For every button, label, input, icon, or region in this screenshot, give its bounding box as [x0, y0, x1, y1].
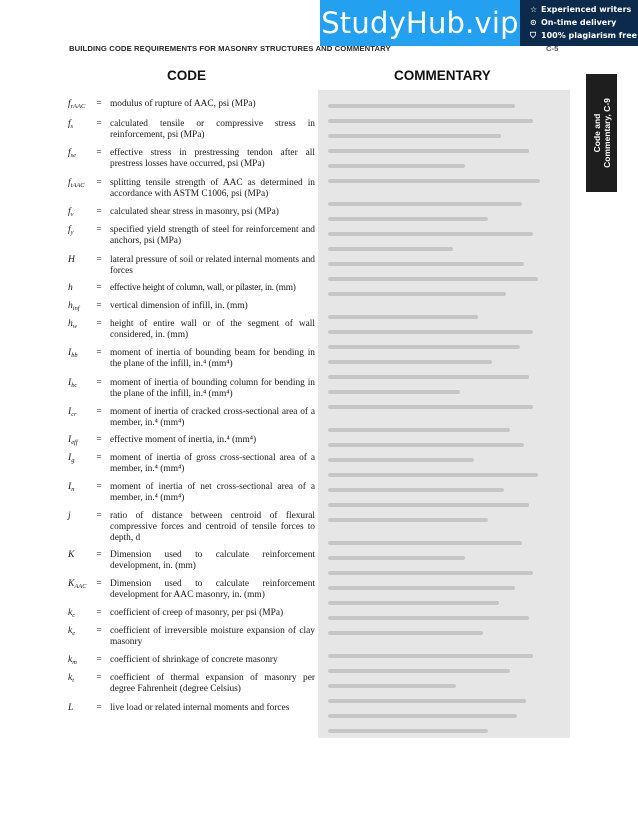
definition-text: live load or related internal moments and forces: [110, 703, 290, 713]
definition-symbol: j: [68, 510, 71, 521]
commentary-text-placeholder: [328, 443, 524, 447]
commentary-text-placeholder: [328, 277, 538, 281]
equals-sign: =: [96, 482, 102, 492]
commentary-text-placeholder: [328, 104, 515, 108]
definition-symbol: h: [68, 282, 73, 293]
commentary-text-placeholder: [328, 518, 488, 522]
equals-sign: =: [96, 608, 102, 618]
definition-text: coefficient of creep of masonry, per psi (MPa): [110, 608, 284, 618]
commentary-text-placeholder: [328, 428, 510, 432]
definition-text: vertical dimension of infill, in. (mm): [110, 301, 248, 311]
definition-symbol: $f_{tAAC}$: [68, 177, 85, 189]
brand-feature: [530, 3, 638, 16]
equals-sign: =: [96, 435, 102, 445]
equals-sign: =: [96, 407, 102, 417]
definition-symbol: $f_{rAAC}$: [68, 98, 86, 110]
definition-text: coefficient of thermal expansion of masonry per degree Fahrenheit (degree Celsius): [110, 673, 315, 694]
commentary-text-placeholder: [328, 714, 517, 718]
commentary-column: [318, 90, 570, 738]
definition-symbol: L: [68, 702, 74, 713]
definition-text: lateral pressure of soil or related internal moments and forces: [110, 255, 315, 276]
brand-feature-text: 100% plagiarism free: [541, 31, 638, 40]
equals-sign: =: [96, 178, 102, 188]
definition-symbol: $f_{se}$: [68, 147, 76, 159]
commentary-text-placeholder: [328, 586, 515, 590]
definition-symbol: $K_{AAC}$: [68, 578, 87, 590]
definition-symbol: $f_y$: [68, 224, 74, 236]
definition-text: moment of inertia of net cross-sectional area of a member, in.⁴ (mm⁴): [110, 482, 315, 503]
commentary-text-placeholder: [328, 292, 506, 296]
brand-feature: [530, 29, 638, 42]
commentary-column-heading: COMMENTARY: [394, 68, 491, 83]
equals-sign: =: [96, 511, 102, 521]
commentary-text-placeholder: [328, 488, 504, 492]
definition-symbol: $I_{eff}$: [68, 434, 78, 446]
commentary-text-placeholder: [328, 571, 533, 575]
definition-text: moment of inertia of bounding beam for bending in the plane of the infill, in.⁴ (mm⁴): [110, 348, 315, 369]
definition-text: moment of inertia of bounding column for bending in the plane of the infill, in.⁴ (mm⁴): [110, 378, 315, 399]
definition-text: Dimension used to calculate reinforcement development, in. (mm): [110, 550, 315, 571]
definition-text: calculated shear stress in masonry, psi (MPa): [110, 207, 279, 217]
definition-symbol: $f_s$: [68, 118, 74, 130]
commentary-text-placeholder: [328, 729, 488, 733]
commentary-text-placeholder: [328, 149, 529, 153]
shield-check-icon: ⛉: [530, 31, 536, 40]
brand-feature-text: Experienced writers: [541, 5, 632, 14]
commentary-text-placeholder: [328, 458, 474, 462]
definition-symbol: $k_t$: [68, 672, 75, 684]
commentary-text-placeholder: [328, 631, 483, 635]
definition-symbol: $I_n$: [68, 481, 75, 493]
commentary-text-placeholder: [328, 179, 540, 183]
definition-text: effective moment of inertia, in.⁴ (mm⁴): [110, 435, 257, 445]
definition-text: moment of inertia of gross cross-sectional area of a member, in.⁴ (mm⁴): [110, 453, 315, 474]
page-number: C-5: [546, 44, 559, 53]
brand-features: [520, 0, 638, 46]
commentary-text-placeholder: [328, 202, 522, 206]
equals-sign: =: [96, 673, 102, 683]
definition-symbol: $h_w$: [68, 318, 78, 330]
equals-sign: =: [96, 207, 102, 217]
definition-text: modulus of rupture of AAC, psi (MPa): [110, 99, 256, 109]
definition-symbol: $k_m$: [68, 654, 77, 666]
definition-text: effective height of column, wall, or pilaster, in. (mm): [110, 283, 296, 293]
equals-sign: =: [96, 655, 102, 665]
commentary-text-placeholder: [328, 556, 465, 560]
definition-symbol: $k_e$: [68, 625, 76, 637]
commentary-text-placeholder: [328, 541, 522, 545]
side-tab-label: [587, 74, 617, 192]
commentary-text-placeholder: [328, 345, 520, 349]
definition-text: moment of inertia of cracked cross-sectional area of a member, in.⁴ (mm⁴): [110, 407, 315, 428]
brand-feature-text: On-time delivery: [541, 18, 617, 27]
equals-sign: =: [96, 703, 102, 713]
definition-symbol: H: [68, 254, 75, 265]
definition-symbol: $I_{cr}$: [68, 406, 77, 418]
definition-text: effective stress in prestressing tendon after all prestress losses have occurred, psi (MPa): [110, 148, 315, 169]
equals-sign: =: [96, 348, 102, 358]
definition-text: splitting tensile strength of AAC as determined in accordance with ASTM C1006, psi (MPa): [110, 178, 315, 199]
commentary-text-placeholder: [328, 217, 488, 221]
definition-text: calculated tensile or compressive stress in reinforcement, psi (MPa): [110, 119, 315, 140]
commentary-text-placeholder: [328, 375, 529, 379]
equals-sign: =: [96, 579, 102, 589]
commentary-text-placeholder: [328, 315, 478, 319]
definition-symbol: $k_c$: [68, 607, 76, 619]
brand-banner[interactable]: [320, 0, 638, 46]
equals-sign: =: [96, 301, 102, 311]
clock-icon: ⊙: [530, 18, 537, 27]
definition-text: coefficient of shrinkage of concrete masonry: [110, 655, 278, 665]
commentary-text-placeholder: [328, 684, 456, 688]
commentary-text-placeholder: [328, 360, 492, 364]
commentary-text-placeholder: [328, 390, 460, 394]
commentary-text-placeholder: [328, 134, 501, 138]
side-tab-line: Code and: [592, 113, 602, 153]
equals-sign: =: [96, 453, 102, 463]
commentary-text-placeholder: [328, 330, 533, 334]
equals-sign: =: [96, 255, 102, 265]
commentary-text-placeholder: [328, 669, 510, 673]
definition-symbol: K: [68, 549, 75, 560]
equals-sign: =: [96, 119, 102, 129]
running-header: BUILDING CODE REQUIREMENTS FOR MASONRY STRUCTURES AND COMMENTARY: [69, 44, 391, 53]
code-column-heading: CODE: [167, 68, 207, 83]
definition-symbol: $I_g$: [68, 452, 75, 464]
star-icon: ☆: [530, 5, 538, 14]
commentary-text-placeholder: [328, 405, 533, 409]
equals-sign: =: [96, 378, 102, 388]
brand-feature: [530, 16, 638, 29]
commentary-text-placeholder: [328, 503, 529, 507]
commentary-text-placeholder: [328, 654, 533, 658]
commentary-text-placeholder: [328, 473, 538, 477]
definition-text: ratio of distance between centroid of flexural compressive forces and centroid of tensile forces to depth, d: [110, 511, 315, 543]
definition-text: specified yield strength of steel for reinforcement and anchors, psi (MPa): [110, 225, 315, 246]
commentary-text-placeholder: [328, 164, 465, 168]
equals-sign: =: [96, 550, 102, 560]
commentary-text-placeholder: [328, 601, 499, 605]
section-side-tab: [586, 74, 617, 192]
commentary-text-placeholder: [328, 262, 524, 266]
commentary-text-placeholder: [328, 699, 526, 703]
definition-text: Dimension used to calculate reinforcement development for AAC masonry, in. (mm): [110, 579, 315, 600]
equals-sign: =: [96, 283, 102, 293]
commentary-text-placeholder: [328, 616, 529, 620]
side-tab-line: Commentary, C-9: [602, 98, 612, 168]
equals-sign: =: [96, 148, 102, 158]
commentary-text-placeholder: [328, 232, 533, 236]
definition-text: height of entire wall or of the segment of wall considered, in. (mm): [110, 319, 315, 340]
definition-symbol: $f_v$: [68, 206, 74, 218]
equals-sign: =: [96, 626, 102, 636]
definition-symbol: $I_{bc}$: [68, 377, 78, 389]
equals-sign: =: [96, 225, 102, 235]
definition-symbol: $I_{bb}$: [68, 347, 78, 359]
commentary-text-placeholder: [328, 119, 533, 123]
equals-sign: =: [96, 319, 102, 329]
definition-symbol: $h_{inf}$: [68, 300, 80, 312]
equals-sign: =: [96, 99, 102, 109]
commentary-text-placeholder: [328, 247, 453, 251]
brand-logo[interactable]: StudyHub.vip: [320, 0, 520, 46]
definition-text: coefficient of irreversible moisture expansion of clay masonry: [110, 626, 315, 647]
